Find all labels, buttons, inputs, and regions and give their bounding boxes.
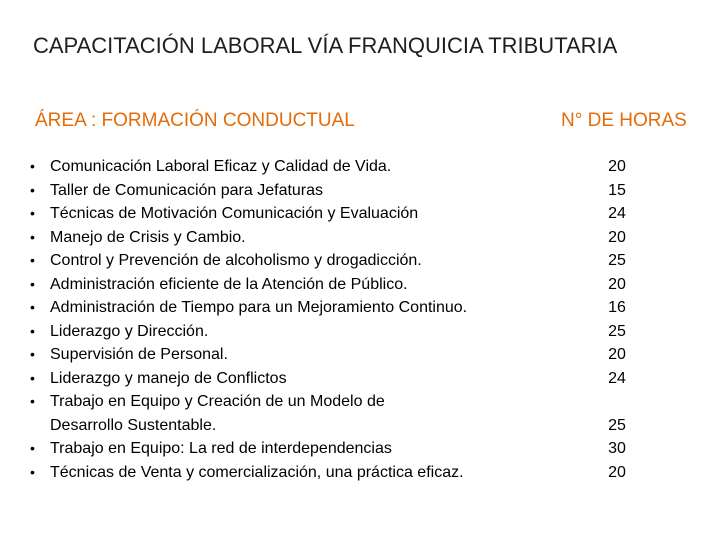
list-item	[30, 155, 690, 179]
course-hours: 20	[608, 346, 626, 363]
bullet-icon: •	[30, 158, 35, 174]
list-item	[30, 249, 690, 273]
course-name: Comunicación Laboral Eficaz y Calidad de Vida.	[50, 158, 392, 175]
bullet-icon: •	[30, 228, 35, 245]
course-name: Técnicas de Motivación Comunicación y Evaluación	[50, 205, 419, 222]
course-hours: 20	[608, 463, 626, 481]
course-name: Liderazgo y manejo de Conflictos	[50, 369, 287, 387]
course-hours: 16	[608, 299, 626, 316]
list-item	[30, 390, 690, 437]
bullet-icon: •	[30, 181, 35, 198]
bullet-icon: •	[30, 346, 35, 362]
list-item	[30, 367, 690, 391]
course-name: Taller de Comunicación para Jefaturas	[50, 181, 324, 199]
course-hours: 20	[608, 158, 626, 175]
list-item	[30, 179, 690, 203]
list-item	[30, 202, 690, 226]
course-hours: 25	[608, 322, 626, 340]
course-list	[30, 155, 690, 484]
list-item	[30, 437, 690, 461]
list-item	[30, 461, 690, 485]
bullet-icon: •	[30, 463, 35, 480]
course-hours: 30	[608, 440, 626, 457]
bullet-icon: •	[30, 252, 35, 268]
list-item	[30, 226, 690, 250]
bullet-icon: •	[30, 299, 35, 315]
course-hours: 15	[608, 181, 626, 199]
list-item	[30, 343, 690, 367]
list-item	[30, 273, 690, 297]
bullet-icon: •	[30, 440, 35, 456]
course-name: Control y Prevención de alcoholismo y drogadicción.	[50, 252, 422, 269]
page-title: CAPACITACIÓN LABORAL VÍA FRANQUICIA TRIBUTARIA	[33, 33, 618, 58]
bullet-icon: •	[30, 205, 35, 221]
hours-header: N° DE HORAS	[561, 110, 687, 131]
bullet-icon: •	[30, 322, 35, 339]
bullet-icon: •	[30, 369, 35, 386]
course-hours: 25	[608, 416, 626, 434]
bullet-icon: •	[30, 275, 35, 292]
course-hours: 20	[608, 275, 626, 293]
course-name: Trabajo en Equipo: La red de interdependencias	[50, 440, 392, 457]
course-hours: 24	[608, 205, 626, 222]
course-name: Técnicas de Venta y comercialización, una práctica eficaz.	[50, 463, 464, 481]
course-hours: 20	[608, 228, 626, 246]
course-name-line-2: Desarrollo Sustentable.	[50, 416, 217, 434]
course-name: Liderazgo y Dirección.	[50, 322, 209, 340]
course-hours: 25	[608, 252, 626, 269]
course-name: Administración eficiente de la Atención de Público.	[50, 275, 408, 293]
course-name: Supervisión de Personal.	[50, 346, 228, 363]
course-name: Manejo de Crisis y Cambio.	[50, 228, 246, 246]
course-name-line-1: Trabajo en Equipo y Creación de un Modelo de	[50, 393, 385, 410]
list-item	[30, 296, 690, 320]
course-name	[50, 390, 570, 437]
course-hours: 24	[608, 369, 626, 387]
bullet-icon: •	[30, 393, 35, 409]
course-name: Administración de Tiempo para un Mejoramiento Continuo.	[50, 299, 468, 316]
area-header: ÁREA : FORMACIÓN CONDUCTUAL	[35, 110, 355, 131]
list-item	[30, 320, 690, 344]
